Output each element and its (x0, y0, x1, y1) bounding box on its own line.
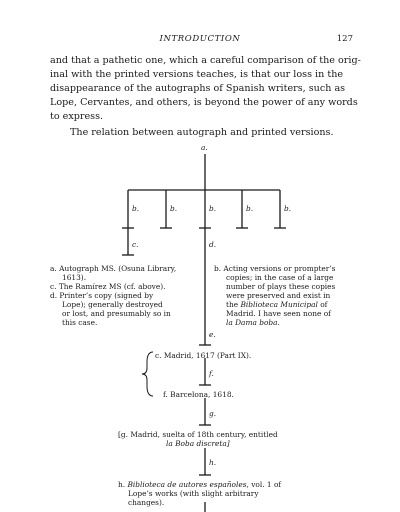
diagram-caption: The relation between autograph and printed versions. (70, 127, 334, 138)
legend-line: number of plays these copies (226, 282, 336, 291)
legend-line: or lost, and presumably so in (62, 309, 171, 318)
paragraph-line: inal with the printed versions teaches, is that our loss in the (50, 69, 344, 80)
page-number: 127 (336, 34, 353, 44)
paragraph-line: disappearance of the autographs of Spanish writers, such as (50, 83, 346, 94)
node-b-label: b. (132, 204, 140, 213)
legend-right (214, 264, 335, 327)
node-g-label: g. (209, 409, 217, 418)
paragraph-line: to express. (50, 111, 104, 122)
node-b-label: b. (209, 204, 217, 213)
node-e-label: e. (209, 330, 216, 339)
node-b-label: b. (284, 204, 292, 213)
brace (142, 352, 153, 396)
legend-left (50, 264, 176, 327)
entry-e: c. Madrid, 1617 (Part IX). (155, 351, 252, 360)
entry-g-line1: [g. Madrid, suelta of 18th century, entitled (118, 430, 278, 439)
node-a-label: a. (201, 143, 208, 152)
legend-text: the (226, 300, 241, 309)
legend-line: Madrid. I have seen none of (226, 309, 331, 318)
node-b-label: b. (170, 204, 178, 213)
legend-line: b. Acting versions or prompter’s (214, 264, 336, 273)
legend-text-italic: Biblioteca Municipal (240, 300, 318, 309)
node-c-label: c. (132, 240, 139, 249)
legend-line: were preserved and exist in (226, 291, 331, 300)
entry-h-line2: Lope’s works (with slight arbitrary (128, 489, 259, 498)
entry-h-text: , vol. 1 of (246, 480, 282, 489)
legend-line: copies; in the case of a large (226, 273, 334, 282)
entry-h-text: h. (118, 480, 128, 489)
legend-text: of (317, 300, 328, 309)
paragraph-line: Lope, Cervantes, and others, is beyond the power of any words (50, 97, 358, 108)
entry-f: f. Barcelona, 1618. (163, 390, 234, 399)
entry-h-line3: changes). (128, 498, 165, 507)
legend-line: c. The Ramírez MS (cf. above). (50, 282, 166, 291)
legend-line: d. Printer’s copy (signed by (50, 291, 154, 300)
legend-line: 1613). (62, 273, 87, 282)
paragraph-line: and that a pathetic one, which a careful comparison of the orig- (50, 55, 361, 66)
node-b-label: b. (246, 204, 254, 213)
legend-line: la Dama boba. (226, 318, 280, 327)
legend-line: this case. (62, 318, 98, 327)
node-h-label: h. (209, 458, 217, 467)
entry-g-line2: la Boba discreta] (166, 439, 230, 448)
legend-line (214, 300, 335, 309)
entry-h-line1 (118, 480, 281, 489)
entry-h-title: Biblioteca de autores españoles (127, 480, 247, 489)
legend-line: a. Autograph MS. (Osuna Library, (50, 264, 177, 273)
legend-line: Lope); generally destroyed (62, 300, 163, 309)
node-d-label: d. (209, 240, 217, 249)
running-title: INTRODUCTION (159, 34, 241, 44)
node-f-label: f. (209, 369, 214, 378)
